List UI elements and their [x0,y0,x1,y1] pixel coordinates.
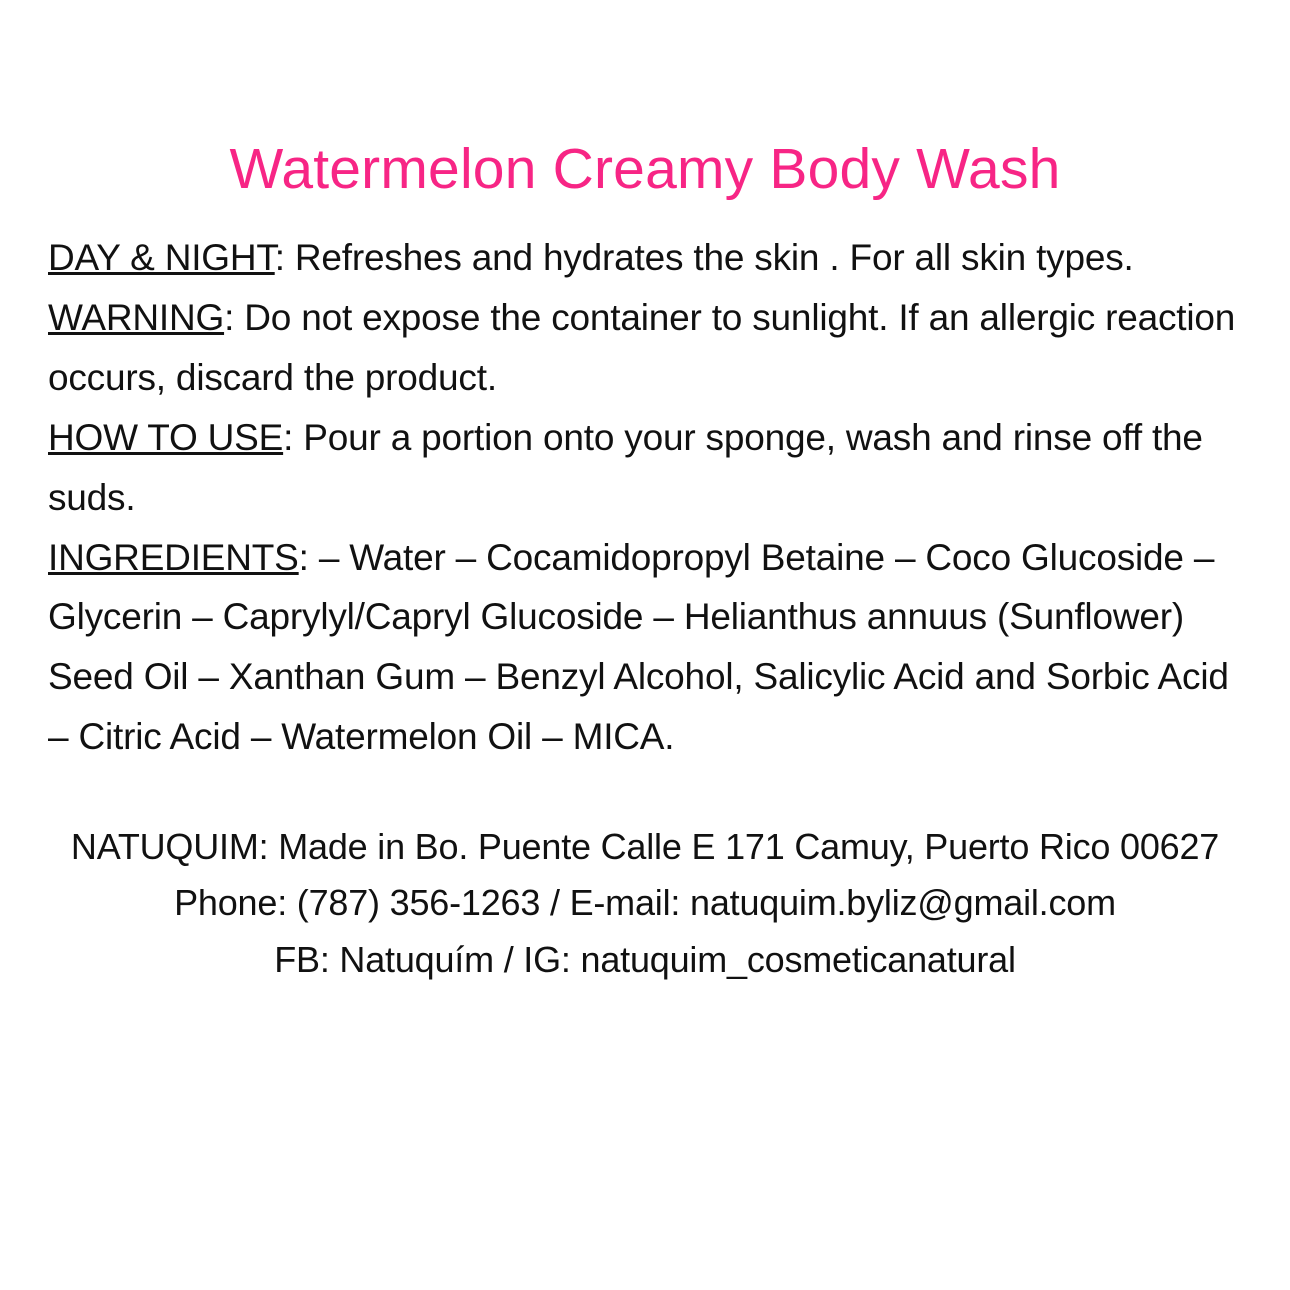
section-text-how-to-use: Pour a portion onto your sponge, wash and rinse off the suds. [48,416,1203,518]
section-how-to-use [48,408,1242,528]
section-separator: : [283,416,304,458]
section-separator: : [274,236,295,278]
page-title: Watermelon Creamy Body Wash [229,137,1061,201]
section-warning [48,288,1242,408]
section-heading-day-and-night: DAY & NIGHT [48,236,275,278]
section-heading-warning: WARNING [48,296,225,338]
phone-and-email: Phone: (787) 356-1263 / E-mail: natuquim.byliz@gmail.com [174,882,1116,924]
section-separator: : [298,536,319,578]
contact-block [48,819,1242,987]
section-text-warning: Do not expose the container to sunlight. If an allergic reaction occurs, discard the product. [48,296,1236,398]
section-text-ingredients: – Water – Cocamidopropyl Betaine – Coco Glucoside – Glycerin – Caprylyl/Capryl Glucoside – Helianthus annuus (Sunflower) Seed Oil – Xanthan Gum – Benzyl Alcohol, Salicylic Acid and Sorbic Acid – Citric Acid – Watermelon Oil – MICA. [48,536,1229,758]
section-day-and-night [48,228,1242,288]
section-separator: : [224,296,245,338]
section-ingredients [48,528,1242,768]
section-text-day-and-night: Refreshes and hydrates the skin . For all skin types. [294,236,1134,278]
social-handles: FB: Natuquím / IG: natuquim_cosmeticanatural [274,938,1016,980]
label-body-copy [48,228,1242,767]
section-heading-ingredients: INGREDIENTS [48,536,299,578]
section-heading-how-to-use: HOW TO USE [48,416,284,458]
manufacturer-address: NATUQUIM: Made in Bo. Puente Calle E 171 Camuy, Puerto Rico 00627 [70,826,1220,868]
